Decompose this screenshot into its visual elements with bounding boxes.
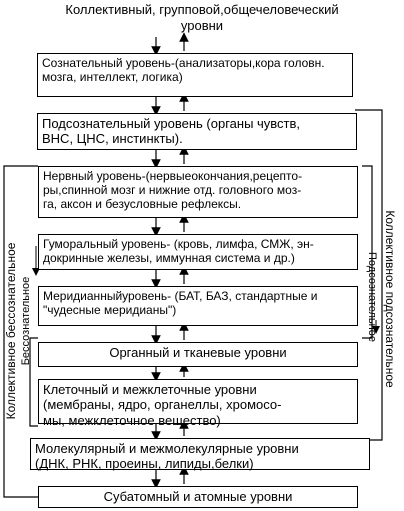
- subatomic-level-box: Субатомный и атомные уровни: [38, 486, 358, 508]
- conscious-level-box: Сознательный уровень-(анализаторы,кора головн. мозга, интеллект, логика): [37, 53, 353, 97]
- nervous-level-box: Нервный уровень-(нервыеокончания,рецепто- ры,спинной мозг и нижние отд. головного мoз- га, аксон и безусловные рефлексы.: [38, 166, 358, 218]
- unconscious-label: Бессознательное: [20, 276, 32, 366]
- meridian-level-box: Меридианныйуровень- (БАТ, БАЗ, стандартные и "чудесные меридианы"): [38, 286, 358, 326]
- organ-tissue-level-box: Органный и тканевые уровни: [38, 342, 358, 367]
- humoral-level-box: Гуморальный уровень- (кровь, лимфа, СМЖ, эн- докринные железы, иммунная система и др.): [38, 234, 358, 270]
- molecular-level-box: Молекулярный и межмолекулярные уровни (ДНК, РНК, проеины, липиды,белки): [30, 438, 370, 470]
- collective-levels-title: Коллективный, групповой,общечеловеческий уровни: [65, 2, 339, 33]
- subconscious-level-box: Подсознательный уровень (органы чувств, ВНС, ЦНС, инстинкты).: [37, 113, 357, 150]
- collective-subconscious-label: Коллективное подсознательное: [383, 210, 397, 388]
- collective-unconscious-label: Коллективное бессознательное: [4, 242, 18, 420]
- subconscious-side-label: Подсознательное: [366, 252, 378, 342]
- cellular-level-box: Клеточный и межклеточные уровни (мембраны, ядро, органеллы, хромосо- мы, межклеточное вещество): [38, 379, 358, 424]
